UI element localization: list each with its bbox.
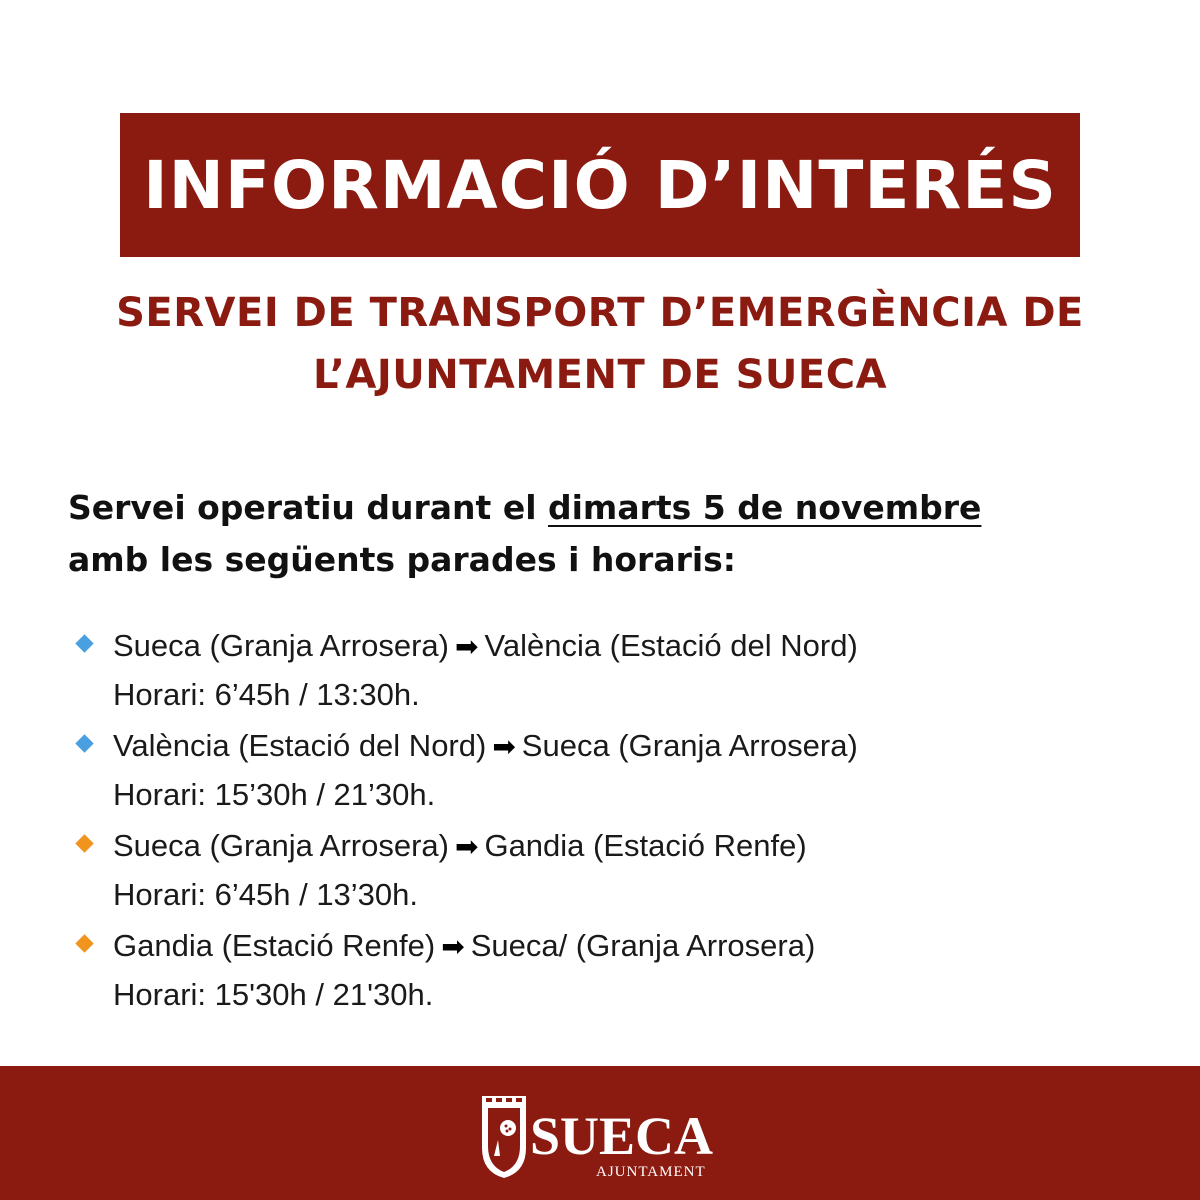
- list-item: [68, 922, 1168, 1022]
- intro-date: dimarts 5 de novembre: [548, 488, 982, 527]
- arrow-right-icon: ➡: [492, 731, 516, 762]
- route-schedule: Horari: 15’30h / 21’30h.: [113, 777, 436, 812]
- list-item: [68, 722, 1168, 822]
- list-item: [68, 622, 1168, 722]
- intro-line-2: amb les següents parades i horaris:: [68, 540, 737, 579]
- route-from: Sueca (Granja Arrosera): [113, 628, 449, 663]
- route-to: València (Estació del Nord): [484, 628, 858, 663]
- arrow-right-icon: ➡: [454, 631, 479, 662]
- page-title: INFORMACIÓ D’INTERÉS: [143, 146, 1057, 224]
- intro-part-1: Servei operatiu durant el: [68, 488, 548, 527]
- route-from: Gandia (Estació Renfe): [113, 928, 436, 963]
- route-schedule: Horari: 6’45h / 13’30h.: [113, 877, 419, 912]
- arrow-right-icon: ➡: [441, 931, 465, 962]
- diamond-bullet-icon: [75, 634, 93, 652]
- sueca-logo: [478, 1092, 728, 1182]
- list-item: [68, 822, 1168, 922]
- route-to: Sueca (Granja Arrosera): [521, 728, 858, 763]
- subtitle: [40, 282, 1160, 406]
- route-to: Gandia (Estació Renfe): [484, 828, 807, 863]
- arrow-right-icon: ➡: [454, 831, 479, 862]
- route-schedule: Horari: 6’45h / 13:30h.: [113, 677, 420, 712]
- route-from: València (Estació del Nord): [113, 728, 487, 763]
- route-from: Sueca (Granja Arrosera): [113, 828, 449, 863]
- title-banner: [120, 113, 1080, 257]
- subtitle-line-2: L’AJUNTAMENT DE SUECA: [312, 352, 888, 398]
- intro-text: [68, 482, 1168, 586]
- route-list: [68, 622, 1168, 1022]
- footer-bar: [0, 1066, 1200, 1200]
- diamond-bullet-icon: [75, 934, 93, 952]
- diamond-bullet-icon: [75, 834, 93, 852]
- logo-name: SUECA: [530, 1106, 714, 1166]
- route-schedule: Horari: 15'30h / 21'30h.: [113, 977, 434, 1012]
- subtitle-line-1: SERVEI DE TRANSPORT D’EMERGÈNCIA DE: [116, 290, 1084, 336]
- diamond-bullet-icon: [75, 734, 93, 752]
- route-to: Sueca/ (Granja Arrosera): [470, 928, 816, 963]
- coat-of-arms-icon: [482, 1096, 526, 1178]
- logo-subtitle: AJUNTAMENT: [596, 1164, 706, 1180]
